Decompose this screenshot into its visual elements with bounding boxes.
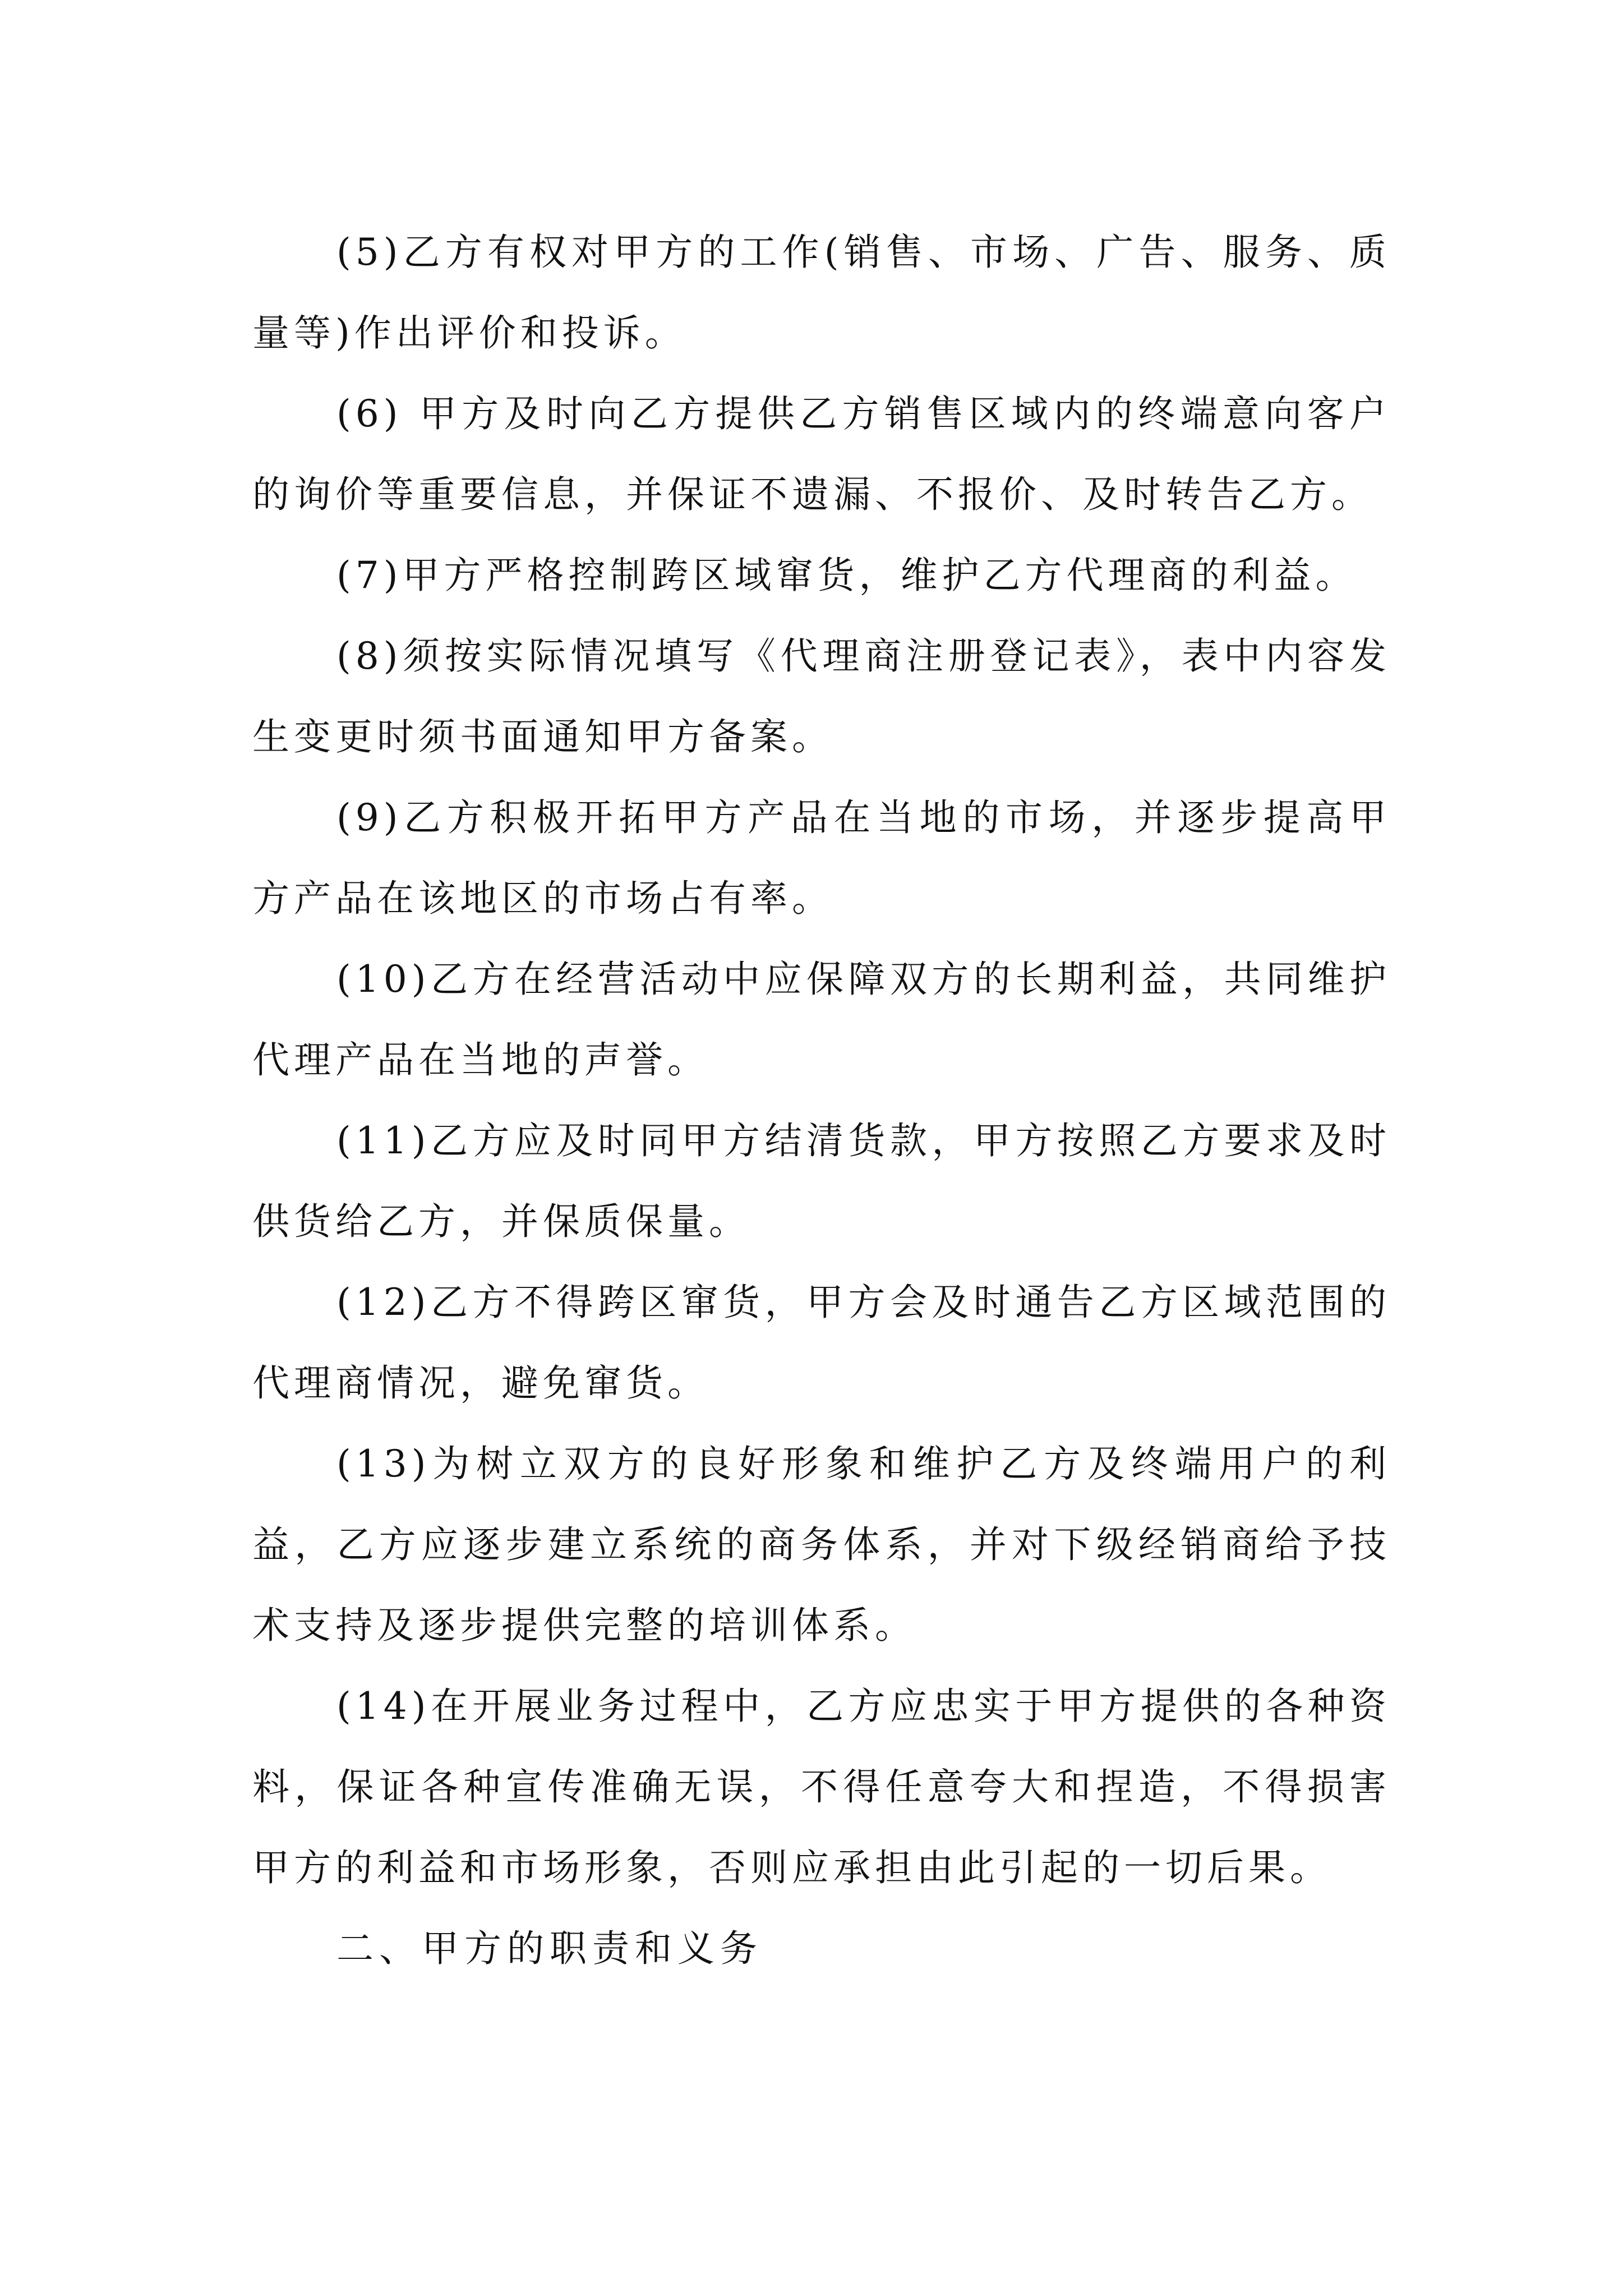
paragraph-11: (11)乙方应及时同甲方结清货款，甲方按照乙方要求及时供货给乙方，并保质保量。	[252, 1119, 1391, 1243]
paragraph-7: (7)甲方严格控制跨区域窜货，维护乙方代理商的利益。	[336, 554, 1357, 597]
paragraph-10: (10)乙方在经营活动中应保障双方的长期利益，共同维护代理产品在当地的声誉。	[252, 958, 1391, 1082]
section-heading: 二、甲方的职责和义务	[336, 1927, 763, 1970]
document-body	[252, 212, 1391, 1989]
paragraph-13: (13)为树立双方的良好形象和维护乙方及终端用户的利益，乙方应逐步建立系统的商务体系，并对下级经销商给予技术支持及逐步提供完整的培训体系。	[252, 1442, 1391, 1647]
paragraph-9: (9)乙方积极开拓甲方产品在当地的市场，并逐步提高甲方产品在该地区的市场占有率。	[252, 796, 1391, 920]
paragraph-5: (5)乙方有权对甲方的工作(销售、市场、广告、服务、质量等)作出评价和投诉。	[252, 231, 1391, 355]
paragraph-12: (12)乙方不得跨区窜货，甲方会及时通告乙方区域范围的代理商情况，避免窜货。	[252, 1281, 1391, 1405]
paragraph-6: (6) 甲方及时向乙方提供乙方销售区域内的终端意向客户的询价等重要信息，并保证不遗漏、不报价、及时转告乙方。	[252, 392, 1391, 516]
paragraph-8: (8)须按实际情况填写《代理商注册登记表》，表中内容发生变更时须书面通知甲方备案。	[252, 634, 1391, 758]
paragraph-14: (14)在开展业务过程中，乙方应忠实于甲方提供的各种资料，保证各种宣传准确无误，不得任意夸大和捏造，不得损害甲方的利益和市场形象，否则应承担由此引起的一切后果。	[252, 1685, 1391, 1889]
